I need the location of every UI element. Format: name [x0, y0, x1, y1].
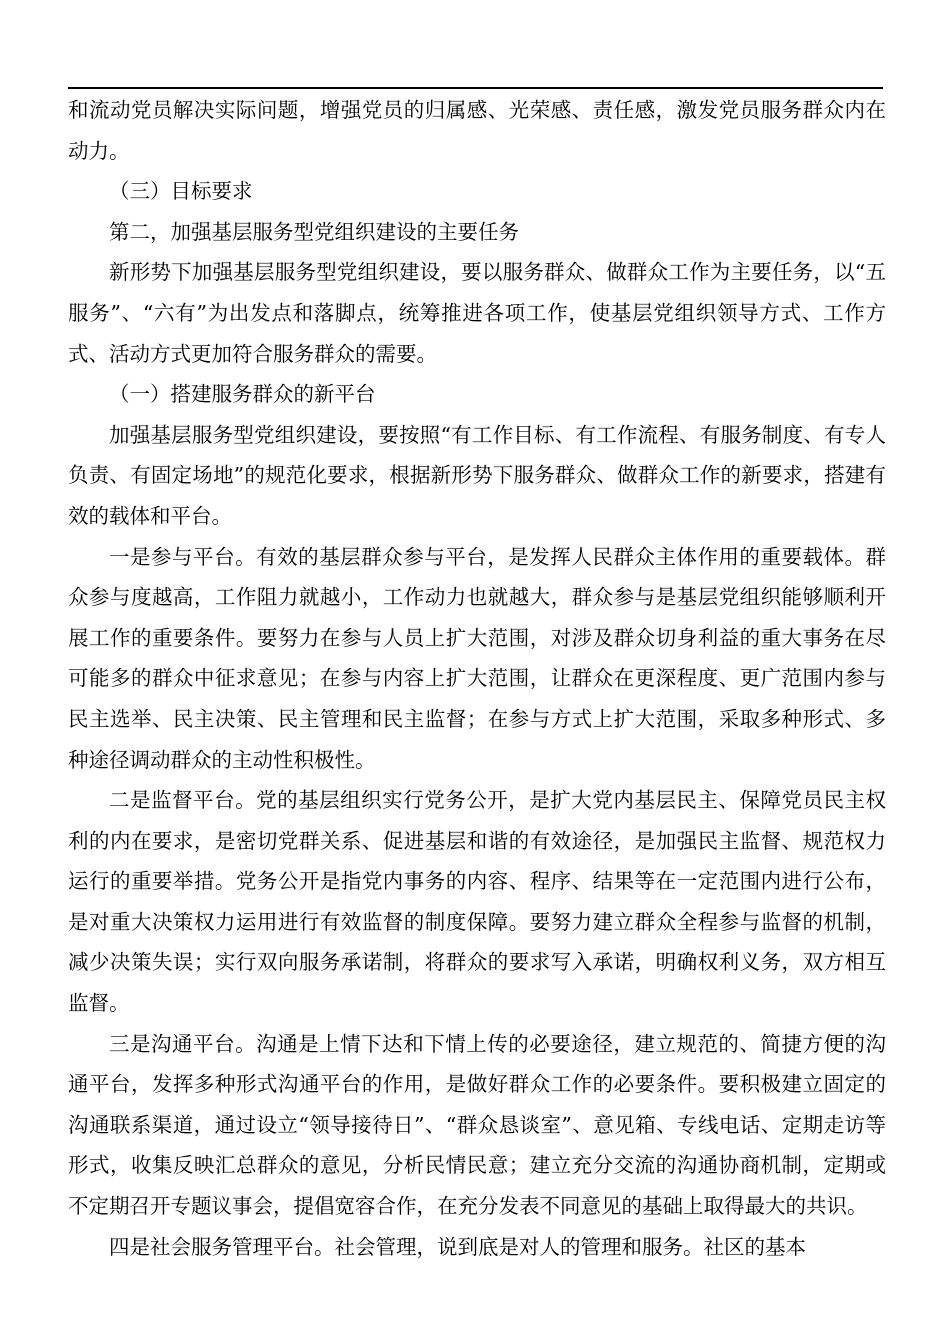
document-body: [68, 90, 886, 1267]
paragraph-new-platform: 加强基层服务型党组织建设，要按照“有工作目标、有工作流程、有服务制度、有专人负责、有固定场地”的规范化要求，根据新形势下服务群众、做群众工作的新要求，搭建有效的载体和平台。: [68, 422, 886, 528]
section-heading-main-tasks: 第二，加强基层服务型党组织建设的主要任务: [109, 219, 519, 244]
paragraph-participation-platform: 一是参与平台。有效的基层群众参与平台，是发挥人民群众主体作用的重要载体。群众参与度越高，工作阻力就越小，工作动力也就越大，群众参与是基层党组织能够顺利开展工作的重要条件。要努力在参与人员上扩大范围，对涉及群众切身利益的重大事务在尽可能多的群众中征求意见；在参与内容上扩大范围，让群众在更深程度、更广范围内参与民主选举、民主决策、民主管理和民主监督；在参与方式上扩大范围，采取多种形式、多种途径调动群众的主动性积极性。: [68, 544, 886, 772]
paragraph-main-tasks: 新形势下加强基层服务型党组织建设，要以服务群众、做群众工作为主要任务，以“五服务”、“六有”为出发点和落脚点，统筹推进各项工作，使基层党组织领导方式、工作方式、活动方式更加符合服务群众的需要。: [68, 260, 886, 366]
section-heading-new-platform: （一）搭建服务群众的新平台: [109, 382, 376, 407]
paragraph-supervision-platform: 二是监督平台。党的基层组织实行党务公开，是扩大党内基层民主、保障党员民主权利的内在要求，是密切党群关系、促进基层和谐的有效途径，是加强民主监督、规范权力运行的重要举措。党务公开是指党内事务的内容、程序、结果等在一定范围内进行公布，是对重大决策权力运用进行有效监督的制度保障。要努力建立群众全程参与监督的机制，减少决策失误；实行双向服务承诺制，将群众的要求写入承诺，明确权利义务，双方相互监督。: [68, 788, 886, 1016]
paragraph-social-service-platform: 四是社会服务管理平台。社会管理，说到底是对人的管理和服务。社区的基本: [109, 1234, 806, 1259]
paragraph-continuation: 和流动党员解决实际问题，增强党员的归属感、光荣感、责任感，激发党员服务群众内在动力。: [68, 98, 886, 163]
header-rule: [68, 87, 883, 89]
paragraph-communication-platform: 三是沟通平台。沟通是上情下达和下情上传的必要途径，建立规范的、简捷方便的沟通平台，发挥多种形式沟通平台的作用，是做好群众工作的必要条件。要积极建立固定的沟通联系渠道，通过设立“领导接待日”、“群众恳谈室”、意见箱、专线电话、定期走访等形式，收集反映汇总群众的意见，分析民情民意；建立充分交流的沟通协商机制，定期或不定期召开专题议事会，提倡宽容合作，在充分发表不同意见的基础上取得最大的共识。: [68, 1031, 886, 1219]
section-heading-objectives: （三）目标要求: [109, 179, 253, 204]
